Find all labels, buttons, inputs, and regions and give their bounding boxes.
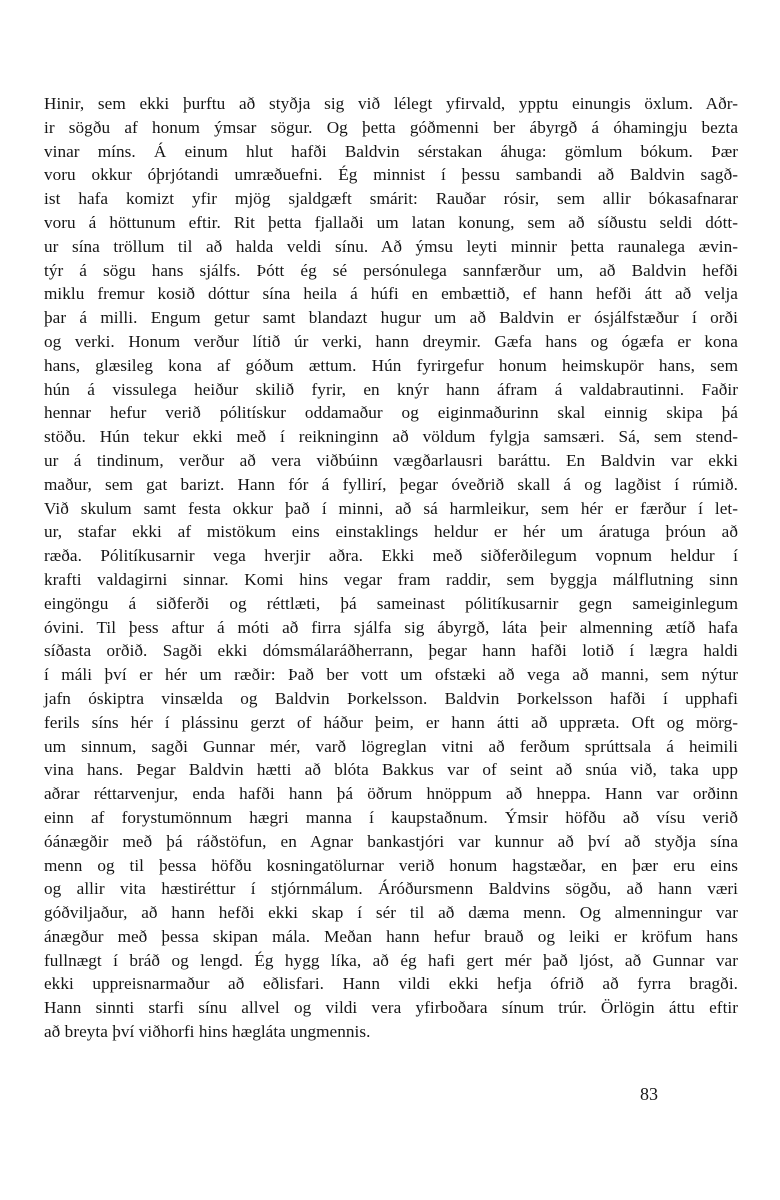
text-line: vina hans. Þegar Baldvin hætti að blóta Bakkus var of seint að snúa við, taka upp [44, 760, 738, 780]
text-line: ferils síns hér í plássinu gerzt of háður þeim, er hann átti að uppræta. Oft og mörg- [44, 712, 738, 732]
text-line: ist hafa komizt yfir mjög sjaldgæft smárit: Rauðar rósir, sem allir bókasafnarar [44, 189, 738, 209]
body-text [44, 92, 738, 1044]
text-line: góðviljaður, að hann hefði ekki skap í sér til að dæma menn. Og almenningur var [44, 903, 738, 923]
text-line: hennar hefur verið pólitískur oddamaður og eiginmaðurinn skal einnig skipa þá [44, 403, 738, 423]
text-line: ur á tindinum, verður að vera viðbúinn vægðarlausri baráttu. En Baldvin var ekki [44, 450, 738, 470]
text-line: Hann sinnti starfi sínu allvel og vildi vera yfirboðara sínum trúr. Örlögin áttu eftir [44, 998, 738, 1018]
text-line: Hinir, sem ekki þurftu að styðja sig við lélegt yfirvald, ypptu einungis öxlum. Aðr- [44, 94, 738, 113]
text-line: ekki uppreisnarmaður að eðlisfari. Hann vildi ekki hefja ófrið að fyrra bragði. [44, 974, 738, 994]
text-line: í máli því er hér um ræðir: Það ber vott um ofstæki að vega að manni, sem nýtur [44, 665, 738, 685]
text-line: og verki. Honum verður lítið úr verki, hann dreymir. Gæfa hans og ógæfa er kona [44, 331, 738, 351]
text-line: maður, sem gat barizt. Hann fór á fyllirí, þegar óveðrið skall á og lagðist í rúmið. [44, 474, 738, 494]
text-line: vinar míns. Á einum hlut hafði Baldvin sérstakan áhuga: gömlum bókum. Þær [44, 141, 738, 161]
text-line: eingöngu á siðferði og réttlæti, þá sameinast pólitíkusarnir gegn sameiginlegum [44, 593, 738, 613]
text-line: hans, glæsileg kona af góðum ættum. Hún fyrirgefur honum heimskupör hans, sem [44, 355, 738, 375]
text-line: óvini. Til þess aftur á móti að firra sjálfa sig ábyrgð, láta þeir almenning ætíð hafa [44, 617, 738, 637]
text-line: þar á milli. Engum getur samt blandazt hugur um að Baldvin er ósjálfstæður í orði [44, 308, 738, 328]
text-line: voru okkur óþrjótandi umræðuefni. Ég minnist í þessu sambandi að Baldvin sagð- [44, 165, 738, 185]
text-line: fullnægt í bráð og lengd. Ég hygg líka, að ég hafi gert mér það ljóst, að Gunnar var [44, 950, 738, 970]
text-line: ánægður með þessa skipan mála. Meðan hann hefur brauð og leiki er kröfum hans [44, 926, 738, 946]
text-line: ir sögðu af honum ýmsar sögur. Og þetta góðmenni ber ábyrgð á óhamingju bezta [44, 117, 738, 137]
text-line: og allir vita hæstiréttur í stjórnmálum. Áróðursmenn Baldvins sögðu, að hann væri [44, 879, 738, 899]
text-line: ur sína tröllum til að halda veldi sínu. Að ýmsu leyti minnir þetta raunalega ævin- [44, 236, 738, 256]
text-line: um sinnum, sagði Gunnar mér, varð lögreglan vitni að ferðum sprúttsala á heimili [44, 736, 738, 756]
text-line: stöðu. Hún tekur ekki með í reikninginn að völdum fylgja samsæri. Sá, sem stend- [44, 427, 738, 447]
text-line: menn og til þessa höfðu kosningatölurnar verið honum hagstæðar, en þær eru eins [44, 855, 738, 875]
text-line: aðrar réttarvenjur, enda hafði hann þá öðrum hnöppum að hneppa. Hann var orðinn [44, 784, 738, 804]
text-line: voru á höttunum eftir. Rit þetta fjallaði um latan konung, sem að síðustu seldi dótt- [44, 212, 738, 232]
text-line: miklu fremur kosið dóttur sína heila á húfi en embættið, ef hann hefði átt að velja [44, 284, 738, 304]
text-line: ræða. Pólitíkusarnir vega hverjir aðra. Ekki með siðferðilegum vopnum heldur í [44, 546, 738, 566]
text-line: krafti valdagirni sinnar. Komi hins vegar fram raddir, sem byggja málflutning sinn [44, 569, 738, 589]
page-number: 83 [640, 1084, 658, 1104]
text-line: síðasta orðið. Sagði ekki dómsmálaráðherrann, þegar hann hafði lotið í lægra haldi [44, 641, 738, 661]
text-line: ur, stafar ekki af mistökum eins einstaklings heldur er hér um áratuga þróun að [44, 522, 738, 542]
text-line: einn af forystumönnum hægri manna í kaupstaðnum. Ýmsir höfðu að vísu verið [44, 807, 738, 827]
text-line: að breyta því viðhorfi hins hægláta ungmennis. [44, 1022, 371, 1042]
text-line: Við skulum samt festa okkur það í minni, að sá harmleikur, sem hér er færður í let- [44, 498, 738, 518]
text-line: hún á vissulega heiður skilið fyrir, en knýr hann áfram á valdabrautinni. Faðir [44, 379, 738, 399]
text-line: óánægðir með þá ráðstöfun, en Agnar bankastjóri var kunnur að því að styðja sína [44, 831, 738, 851]
text-line: týr á sögu hans sjálfs. Þótt ég sé persónulega sannfærður um, að Baldvin hefði [44, 260, 738, 280]
text-line: jafn óskiptra vinsælda og Baldvin Þorkelsson. Baldvin Þorkelsson hafði í upphafi [44, 688, 738, 708]
